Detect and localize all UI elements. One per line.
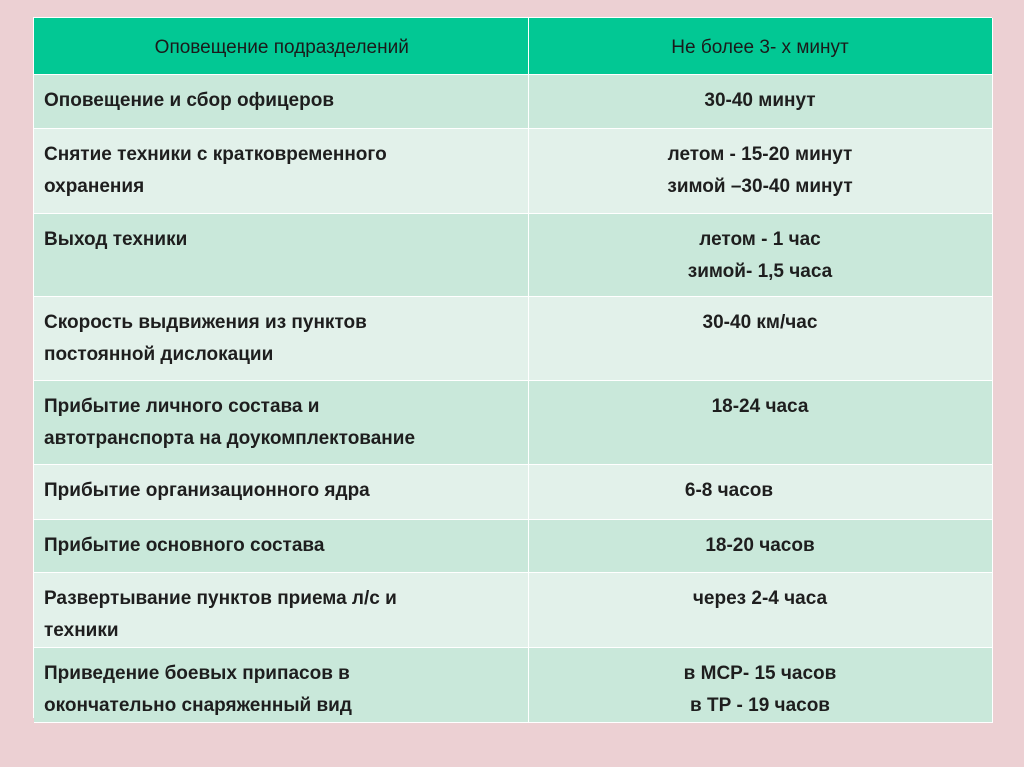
row-label-line: автотранспорта на доукомплектование — [44, 428, 416, 449]
row-label-line: охранения — [44, 176, 145, 197]
row-value-line: в МСР- 15 часов — [683, 663, 837, 684]
row-label — [34, 75, 528, 129]
row-value — [528, 297, 992, 381]
table-row — [34, 75, 992, 129]
row-label-line: Прибытие организационного ядра — [44, 480, 370, 501]
row-value-line: летом - 1 час — [699, 229, 821, 250]
row-label-line: Снятие техники с кратковременного — [44, 144, 387, 165]
row-label — [34, 381, 528, 465]
row-label — [34, 465, 528, 520]
row-value-line: летом - 15-20 минут — [667, 144, 853, 165]
table-row — [34, 381, 992, 465]
row-label-line: Прибытие личного состава и — [44, 396, 320, 417]
row-label-line: техники — [44, 620, 119, 641]
table-row — [34, 465, 992, 520]
row-value-line: 18-20 часов — [705, 535, 815, 556]
row-label — [34, 129, 528, 214]
row-value — [528, 465, 992, 520]
row-label — [34, 214, 528, 297]
row-label-line: постоянной дислокации — [44, 344, 274, 365]
row-value — [528, 520, 992, 573]
row-label — [34, 520, 528, 573]
row-value — [528, 214, 992, 297]
table-header-row — [34, 18, 992, 75]
row-value-line: зимой- 1,5 часа — [687, 261, 833, 282]
row-label-line: Скорость выдвижения из пунктов — [44, 312, 367, 333]
row-label-line: Приведение боевых припасов в — [44, 663, 350, 684]
row-label-line: Оповещение и сбор офицеров — [44, 90, 335, 111]
row-label-line: Развертывание пунктов приема л/с и — [44, 588, 397, 609]
row-value-line: через 2-4 часа — [692, 588, 828, 609]
row-label-line: окончательно снаряженный вид — [44, 695, 352, 716]
row-value-line: в ТР - 19 часов — [690, 695, 830, 716]
row-label — [34, 297, 528, 381]
table-row — [34, 520, 992, 573]
row-value-line: 30-40 минут — [704, 90, 816, 111]
table-row — [34, 648, 992, 723]
row-value — [528, 75, 992, 129]
row-value-line: зимой –30-40 минут — [667, 176, 853, 197]
header-cell-left: Оповещение подразделений — [34, 18, 528, 75]
row-value — [528, 129, 992, 214]
row-label — [34, 648, 528, 723]
table-row — [34, 129, 992, 214]
header-cell-right: Не более 3- х минут — [528, 18, 992, 75]
row-value — [528, 573, 992, 648]
timing-table-grid — [34, 18, 993, 723]
table-row — [34, 214, 992, 297]
row-value — [528, 648, 992, 723]
row-value-line: 30-40 км/час — [702, 312, 818, 333]
timing-table — [33, 17, 992, 718]
row-value-line: 6-8 часов — [684, 480, 774, 501]
row-label-line: Выход техники — [44, 229, 188, 250]
row-value-line: 18-24 часа — [711, 396, 809, 417]
row-value — [528, 381, 992, 465]
row-label — [34, 573, 528, 648]
table-row — [34, 297, 992, 381]
table-row — [34, 573, 992, 648]
row-label-line: Прибытие основного состава — [44, 535, 325, 556]
